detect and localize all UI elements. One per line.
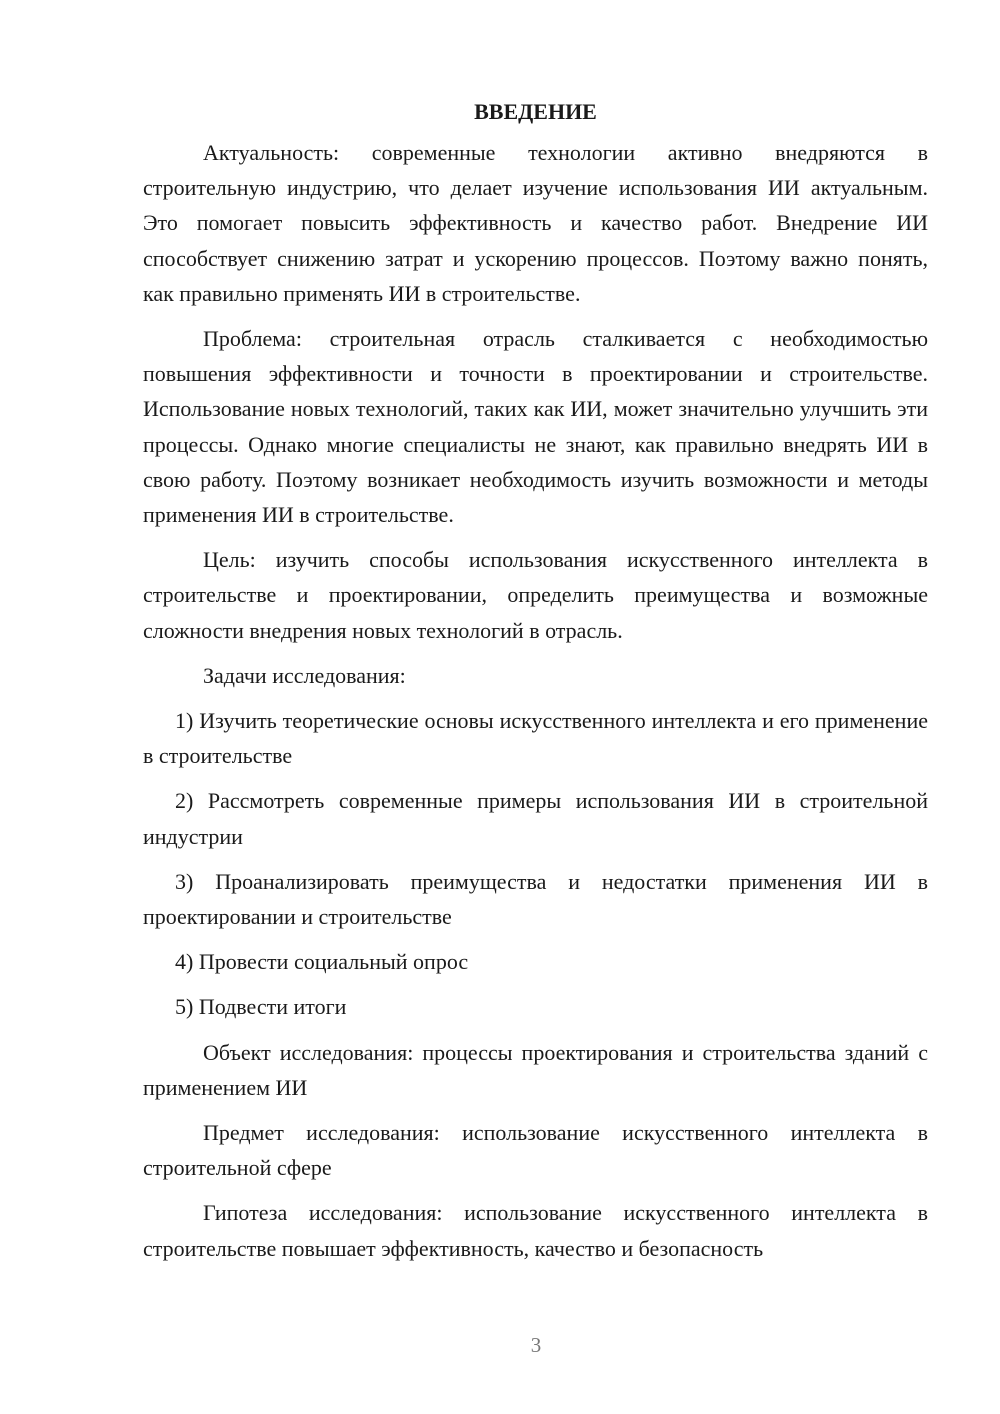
subject-paragraph: Предмет исследования: использование искусственного интеллекта в строительной сфере	[143, 1120, 928, 1181]
task-item-3: 3) Проанализировать преимущества и недостатки применения ИИ в проектировании и строительстве	[143, 868, 928, 930]
problem-paragraph: Проблема: строительная отрасль сталкивается с необходимостью повышения эффективности и точности в проектировании и строительстве. Использование новых технологий, таких как ИИ, может значительно улучшить эти процессы. Однако многие специалисты не знают, как правильно внедрять ИИ в свою работу. Поэтому возникает необходимость изучить возможности и методы применения ИИ в строительстве.	[143, 326, 928, 528]
task-item-4: 4) Провести социальный опрос	[175, 949, 469, 975]
page-number: 3	[530, 1333, 542, 1357]
section-title: ВВЕДЕНИЕ	[474, 99, 597, 124]
task-item-2: 2) Рассмотреть современные примеры использования ИИ в строительной индустрии	[143, 788, 928, 849]
goal-paragraph: Цель: изучить способы использования искусственного интеллекта в строительстве и проектировании, определить преимущества и возможные сложности внедрения новых технологий в отрасль.	[143, 547, 928, 643]
object-paragraph: Объект исследования: процессы проектирования и строительства зданий с применением ИИ	[143, 1039, 928, 1100]
task-item-1: 1) Изучить теоретические основы искусственного интеллекта и его применение в строительстве	[143, 708, 928, 769]
tasks-heading: Задачи исследования:	[203, 662, 406, 688]
task-item-5: 5) Подвести итоги	[175, 994, 347, 1020]
hypothesis-paragraph: Гипотеза исследования: использование искусственного интеллекта в строительстве повышает эффективность, качество и безопасность	[143, 1200, 928, 1261]
relevance-paragraph: Актуальность: современные технологии активно внедряются в строительную индустрию, что делает изучение использования ИИ актуальным. Это помогает повысить эффективность и качество работ. Внедрение ИИ способствует снижению затрат и ускорению процессов. Поэтому важно понять, как правильно применять ИИ в строительстве.	[143, 140, 928, 306]
document-page	[143, 94, 928, 1276]
